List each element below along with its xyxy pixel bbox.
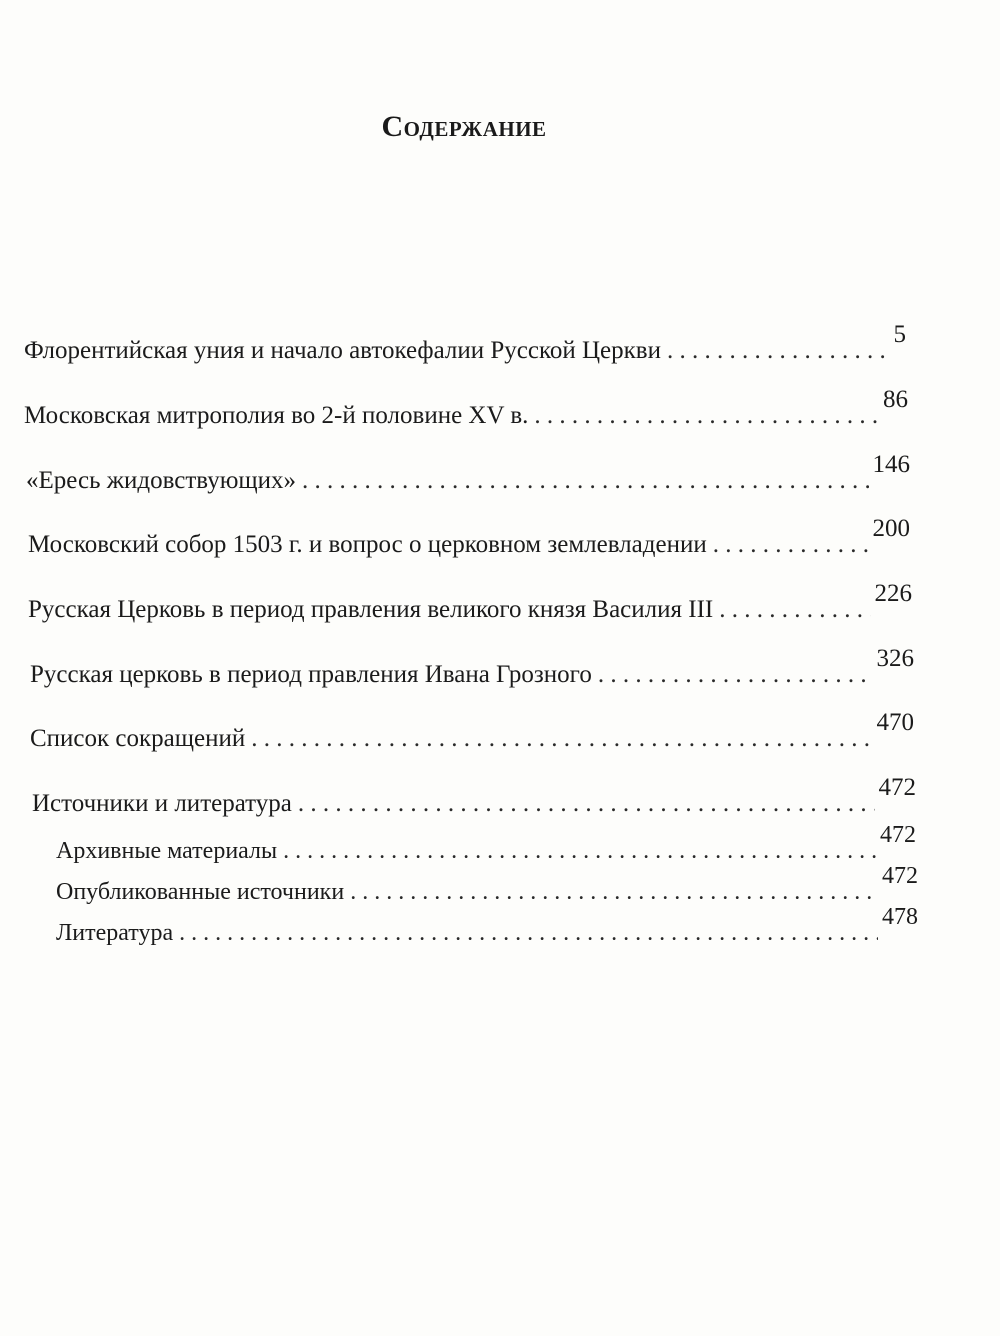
toc-entry-page: 146 (872, 451, 910, 478)
toc-entry-page: 226 (874, 580, 912, 607)
toc-entry (28, 515, 910, 560)
toc-entry (24, 321, 906, 366)
toc-entry-label: Архивные материалы (56, 838, 278, 864)
toc-entry-page: 478 (882, 904, 918, 930)
toc-entry-page: 470 (876, 709, 914, 736)
page-title: Содержание (381, 110, 547, 143)
toc-entry (30, 709, 914, 754)
toc-dot-leader (719, 595, 870, 625)
toc-entry-page: 472 (882, 863, 918, 889)
toc-dot-leader (598, 660, 873, 690)
toc-entry-label: «Ересь жидовствующих» (26, 467, 297, 494)
toc-dot-leader (534, 401, 879, 431)
toc-entry-page: 5 (893, 321, 906, 348)
toc-entry-label: Русская церковь в период правления Ивана Грозного (30, 661, 592, 688)
toc-entry (32, 774, 916, 819)
toc-entry-label: Опубликованные источники (56, 879, 345, 905)
toc-dot-leader (179, 918, 878, 948)
toc-entry-label: Московский собор 1503 г. и вопрос о церковном землевладении (28, 531, 707, 558)
toc-entry (26, 451, 910, 496)
toc-entry-page: 472 (880, 822, 916, 848)
toc-entry-label: Источники и литература (32, 790, 292, 817)
toc-dot-leader (251, 724, 872, 754)
toc-subentry (56, 863, 918, 907)
toc-subentry (56, 822, 916, 866)
toc-entry (24, 386, 908, 431)
toc-entry-page: 472 (878, 774, 916, 801)
toc-dot-leader (298, 789, 875, 819)
toc-dot-leader (667, 336, 890, 366)
toc-entry (28, 580, 912, 625)
toc-subentry (56, 904, 918, 948)
toc-entry-label: Список сокращений (30, 725, 246, 752)
toc-dot-leader (283, 836, 876, 866)
toc-entry-label: Русская Церковь в период правления великого князя Василия III (28, 596, 714, 623)
toc-entry-label: Флорентийская уния и начало автокефалии Русской Церкви (24, 337, 661, 364)
toc-entry-page: 326 (876, 645, 914, 672)
toc-entry-label: Литература (56, 920, 174, 946)
toc-entry-page: 86 (883, 386, 908, 413)
toc-dot-leader (713, 530, 869, 560)
toc-entry-page: 200 (872, 515, 910, 542)
toc-dot-leader (350, 877, 878, 907)
toc-entry (30, 645, 914, 690)
toc-dot-leader (302, 466, 868, 496)
toc-entry-label: Московская митрополия во 2-й половине XV в. (24, 402, 529, 429)
